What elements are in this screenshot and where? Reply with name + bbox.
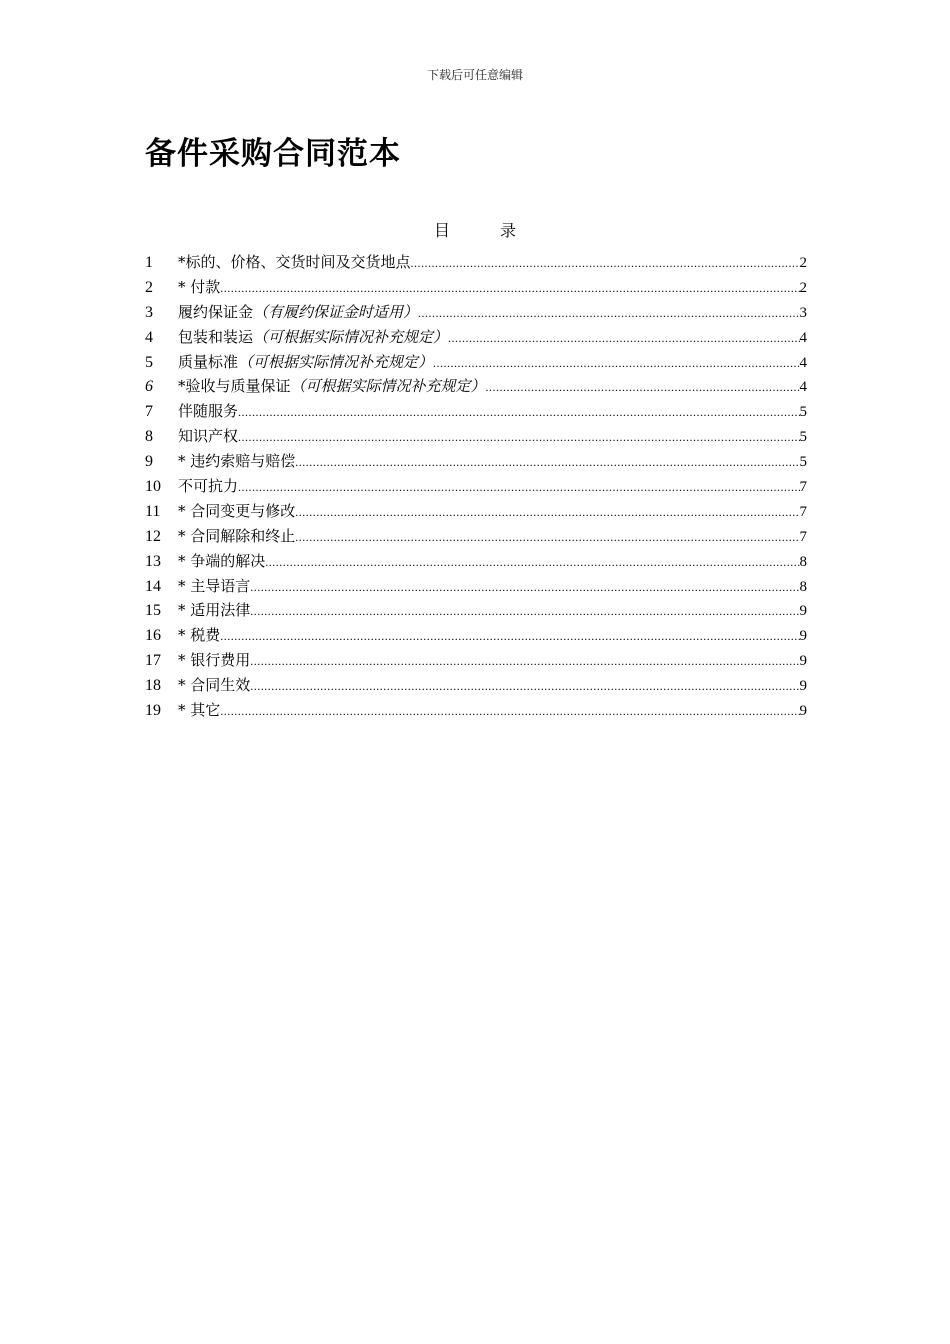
toc-entry[interactable]	[145, 499, 807, 524]
toc-leader-dots	[295, 500, 799, 525]
toc-entry-page: 9	[799, 653, 807, 670]
toc-entry-title: 包装和装运	[178, 327, 254, 346]
toc-entry-page: 2	[799, 279, 807, 296]
toc-entry-title: * 合同解除和终止	[178, 526, 296, 545]
toc-heading-right: 录	[500, 221, 517, 240]
toc-entry[interactable]	[145, 325, 807, 350]
toc-entry[interactable]	[145, 574, 807, 599]
toc-entry-title: *标的、价格、交货时间及交货地点	[178, 253, 411, 271]
toc-entry-title: * 违约索赔与赔偿	[178, 452, 296, 471]
toc-entry-title: * 银行费用	[178, 651, 251, 670]
page-header-note: 下载后可任意编辑	[426, 68, 523, 82]
toc-entry-number: 8	[145, 428, 153, 446]
toc-entry-number: 10	[145, 478, 161, 496]
toc-entry-number: 17	[145, 652, 161, 670]
toc-entry[interactable]	[145, 250, 807, 275]
toc-entry[interactable]	[145, 698, 807, 723]
toc-heading	[0, 218, 950, 241]
toc-entry-title: * 其它	[178, 701, 221, 720]
toc-entry-title: * 适用法律	[178, 601, 251, 620]
toc-leader-dots	[250, 599, 799, 624]
toc-entry-title: * 争端的解决	[178, 551, 266, 570]
toc-heading-left: 目	[433, 221, 450, 240]
toc-entry-page: 8	[799, 553, 807, 570]
toc-leader-dots	[265, 550, 799, 575]
toc-entry-number: 1	[145, 254, 153, 271]
toc-leader-dots	[238, 400, 799, 425]
toc-leader-dots	[295, 525, 799, 550]
toc-leader-dots	[220, 699, 799, 724]
toc-entry[interactable]	[145, 623, 807, 648]
toc-entry-number: 11	[145, 502, 161, 520]
toc-entry[interactable]	[145, 648, 807, 673]
toc-entry-title: * 合同变更与修改	[178, 501, 296, 520]
toc-leader-dots	[250, 575, 799, 600]
toc-entry[interactable]	[145, 424, 807, 449]
toc-entry-title: 知识产权	[178, 427, 239, 446]
toc-entry[interactable]	[145, 598, 807, 623]
toc-entry-page: 4	[799, 379, 807, 396]
toc-entry-page: 7	[799, 503, 807, 520]
toc-entry[interactable]	[145, 350, 807, 375]
toc-entry-page: 7	[799, 479, 807, 496]
document-title: 备件采购合同范本	[145, 136, 401, 172]
toc-leader-dots	[250, 649, 799, 674]
toc-entry-title: * 付款	[178, 277, 221, 296]
toc-entry-number: 15	[145, 602, 161, 620]
toc-leader-dots	[411, 251, 800, 276]
toc-entry-page: 9	[799, 628, 807, 645]
toc-entry-number: 12	[145, 527, 161, 545]
toc-entry-page: 9	[799, 603, 807, 620]
toc-leader-dots	[448, 326, 799, 351]
toc-entry-title: *验收与质量保证	[178, 377, 291, 396]
toc-entry-page: 5	[799, 429, 807, 446]
toc-entry-page: 9	[799, 678, 807, 695]
toc-entry-title: * 主导语言	[178, 576, 251, 595]
toc-entry[interactable]	[145, 300, 807, 325]
toc-entry[interactable]	[145, 374, 807, 399]
toc-leader-dots	[295, 450, 799, 475]
toc-entry-title: * 合同生效	[178, 676, 251, 695]
toc-entry-number: 4	[145, 328, 153, 346]
toc-entry[interactable]	[145, 449, 807, 474]
toc-entry-title: * 税费	[178, 626, 221, 645]
toc-leader-dots	[433, 351, 799, 376]
toc-entry-number: 9	[145, 453, 153, 471]
toc-leader-dots	[238, 425, 799, 450]
toc-entry-number: 18	[145, 677, 161, 695]
toc-entry-number: 2	[145, 278, 153, 296]
toc-leader-dots	[418, 301, 799, 326]
toc-entry-page: 7	[799, 528, 807, 545]
toc-entry[interactable]	[145, 549, 807, 574]
toc-entry-number: 19	[145, 702, 161, 720]
toc-leader-dots	[220, 276, 799, 301]
toc-entry-note: （可根据实际情况补充规定）	[253, 327, 449, 346]
toc-entry-page: 8	[799, 578, 807, 595]
toc-entry-number: 16	[145, 627, 161, 645]
toc-leader-dots	[486, 375, 800, 400]
toc-leader-dots	[220, 624, 799, 649]
toc-entry[interactable]	[145, 524, 807, 549]
toc-entry-number: 14	[145, 577, 161, 595]
toc-entry-title: 履约保证金	[178, 302, 254, 321]
toc-leader-dots	[250, 674, 799, 699]
toc-entry-page: 5	[799, 454, 807, 471]
toc-entry[interactable]	[145, 474, 807, 499]
toc-entry[interactable]	[145, 673, 807, 698]
table-of-contents	[145, 250, 807, 723]
toc-leader-dots	[238, 475, 799, 500]
toc-entry-note: （有履约保证金时适用）	[253, 302, 419, 321]
toc-entry-title: 伴随服务	[178, 402, 239, 421]
toc-entry-note: （可根据实际情况补充规定）	[290, 377, 486, 396]
toc-entry-page: 3	[799, 304, 807, 321]
toc-entry-page: 4	[799, 354, 807, 371]
toc-entry[interactable]	[145, 275, 807, 300]
toc-entry-number: 5	[145, 353, 153, 371]
toc-entry-page: 2	[799, 255, 807, 271]
toc-entry-number: 6	[145, 378, 153, 396]
toc-entry-title: 质量标准	[178, 352, 239, 371]
toc-entry-note: （可根据实际情况补充规定）	[238, 352, 434, 371]
toc-entry[interactable]	[145, 399, 807, 424]
toc-entry-page: 5	[799, 404, 807, 421]
toc-entry-number: 13	[145, 552, 161, 570]
toc-entry-page: 4	[799, 329, 807, 346]
toc-entry-title: 不可抗力	[178, 477, 239, 496]
toc-entry-number: 3	[145, 303, 153, 321]
toc-entry-page: 9	[799, 703, 807, 720]
toc-entry-number: 7	[145, 403, 153, 421]
